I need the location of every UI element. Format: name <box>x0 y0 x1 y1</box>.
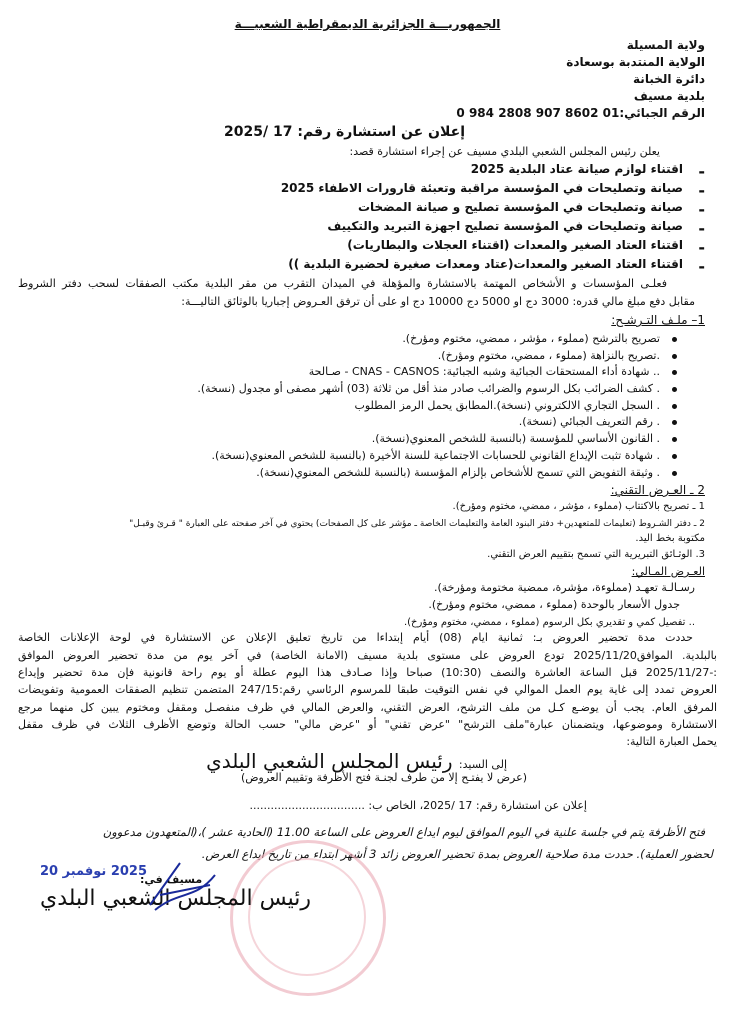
invite-line: فعلـى المؤسسات و الأشخاص المهتمة بالاستشارة والمؤهلة في الميدان التقرب من مقر البلدية مكتب الصفقات لسحب دفتر الشروط <box>18 277 667 290</box>
lot-item: اقتناء العتاد الصغير والمعدات (اقتناء العجلات والبطاريات) <box>347 238 683 252</box>
addressee-title: رئيس المجلس الشعبي البلدي <box>206 749 453 773</box>
conditions-line: بالبلدية. الموافق2025/11/20 تودع العروض على مستوى بلدية مسيف (الامانة الخاصة) في آخر يوم من مدة تحضير العروض الموافق <box>18 649 717 662</box>
opening-line: لحضور العملية). حددت مدة صلاحية العروض بمدة تحضير العروض زائد 3 أشهر ابتداء من تاريخ ايداع العرض. <box>201 847 713 861</box>
section-technical-title: 2 ـ العـرض التقني: <box>610 483 705 497</box>
financial-item: .. تفصيل كمي و تقديري بكل الرسوم (مملوء ، ممضي، مختوم ومؤرخ). <box>403 617 695 628</box>
handwritten-signature-icon <box>140 855 220 915</box>
conditions-line: حددت مدة تحضير العروض بـ: ثمانية ايام (08) أيام إبتداءا من تاريخ تعليق الإعلان عن الاستشارة في لوحة الإعلانات الخاصة <box>18 631 693 644</box>
candidacy-item: . كشف الضرائب بكل الرسوم والضرائب صادر منذ أقل من ثلاثة (03) أشهر مصفى أو مجدول (نسخة). <box>197 381 677 397</box>
bullet-icon <box>672 420 677 425</box>
announcement-title: إعلان عن استشارة رقم: 17 /2025 <box>224 124 465 140</box>
lot-item: صيانة وتصليحات في المؤسسة مراقبة وتعبئة قارورات الاطفاء 2025 <box>280 181 683 195</box>
technical-item: 3. الوثـائق التبريرية التي تسمح بتقييم العرض التقني. <box>487 549 705 560</box>
official-stamp-inner-icon <box>248 858 366 976</box>
conditions-line: العروض تمدد إلى غاية يوم العمل الموالي في نفس التوقيت طبقا للمرسوم الرئاسي رقم:247/15 المتضمن تنظيم الصفقات العمومية وتفويضات <box>18 683 717 696</box>
signature-place: مسيف في: <box>140 873 203 886</box>
candidacy-item: . وثيقة التفويض التي تسمح للأشخاص بإلزام المؤسسة (بالنسبة للشخص المعنوي(نسخة). <box>256 465 677 481</box>
announcement-intro: يعلن رئيس المجلس الشعبي البلدي مسيف عن إجراء استشارة قصد: <box>349 145 660 158</box>
candidacy-item: تصريح بالترشح (مملوء ، مؤشر ، ممضي، مختوم ومؤرخ). <box>402 331 677 347</box>
candidacy-item: . السجل التجاري الالكتروني (نسخة).المطابق يحمل الرمز المطلوب <box>354 398 677 414</box>
candidacy-item: . القانون الأساسي للمؤسسة (بالنسبة للشخص المعنوي(نسخة). <box>372 431 677 447</box>
signatory-title: رئيس المجلس الشعبي البلدي <box>40 886 312 911</box>
technical-item: 1 ـ تصريح بالاكتتاب (مملوء ، مؤشر ، ممضي، مختوم ومؤرخ). <box>452 501 705 512</box>
conditions-line: الاستشارة وموضوعها، ويتضمنان عبارة"ملف الترشح" "عرض تقني" أو "عرض مالي" حسب الحالة وتوضع الأظرف الثلاث في ظرف مقفل <box>18 718 717 731</box>
tax-id: الرقم الجبائي:01 8602 907 2808 984 0 <box>456 106 705 120</box>
bullet-icon <box>672 437 677 442</box>
conditions-line: يحمل العبارة التالية: <box>626 735 717 748</box>
bullet-icon <box>672 471 677 476</box>
authority-line: بلدية مسيف <box>633 89 705 103</box>
candidacy-item: .تصريح بالنزاهة (مملوء ، ممضي، مختوم ومؤرخ). <box>438 348 677 364</box>
technical-item: 2 ـ دفتر الشـروط (تعليمات للمتعهدين+ دفتر البنود العامة والتعليمات الخاصة ـ مؤشر على كل الصفحات) يحتوي في آخر صفحته على العبارة " قـرئ وقبـل" <box>129 519 705 529</box>
authority-line: ولاية المسيلة <box>626 38 705 52</box>
authority-line: دائرة الخبانة <box>633 72 705 86</box>
opening-line: فتح الأظرفة يتم في جلسة علنية في اليوم الموافق ليوم ايداع العروض على الساعة 11.00 (الحادية عشر )،(المتعهدون مدعوون <box>102 825 705 839</box>
candidacy-item: . شهادة تثبت الإيداع القانوني للحسابات الاجتماعية للسنة الأخيرة (بالنسبة للشخص المعنوي(نسخة). <box>211 448 677 464</box>
candidacy-item: .. شهادة أداء المستحقات الجبائية وشبه الجبائية: CNAS - CASNOS - صـالحة <box>309 364 677 380</box>
lot-item: صيانة وتصليحات في المؤسسة تصليح و صيانة المضخات <box>357 200 683 214</box>
bullet-icon <box>672 404 677 409</box>
lot-item: صيانة وتصليحات في المؤسسة تصليح اجهزة التبريد والتكييف <box>327 219 683 233</box>
section-financial-title: العـرض المـالي: <box>631 565 705 578</box>
financial-item: رسـالـة تعهـد (مملوءة، مؤشرة، ممضية مختومة ومؤرخة). <box>434 581 695 594</box>
bullet-icon <box>672 354 677 359</box>
bullet-icon <box>672 387 677 392</box>
bullet-icon <box>672 337 677 342</box>
invite-line: مقابل دفع مبلغ مالي قدره: 3000 دج او 5000 دج 10000 دج او على أن ترفق العـروض إجباريا بالوثائق التاليـــة: <box>181 295 695 308</box>
date-stamp: 2025 نوفمبر 20 <box>40 864 147 879</box>
financial-item: جدول الأسعار بالوحدة (مملوء ، ممضي، مختوم ومؤرخ). <box>428 598 680 611</box>
envelope-reference: إعلان عن استشارة رقم: 17 /2025، الخاص ب: ................................. <box>249 799 587 812</box>
conditions-line: :-2025/11/27 قبل الساعة العاشرة والنصف (10:30) صباحا وإذا صـادف هذا اليوم عطلة أو يوم راحة قانونية فإن مدة تحضير وإيداع <box>18 666 718 679</box>
lot-item: اقتناء لوازم صيانة عتاد البلدية 2025 <box>470 162 683 176</box>
technical-item: مكتوبة بخط اليد. <box>635 533 705 544</box>
section-candidacy-title: 1– ملـف التـرشـح: <box>611 313 705 327</box>
addressee-prefix: إلى السيد: <box>458 758 507 771</box>
bullet-icon <box>672 370 677 375</box>
candidacy-item: . رقم التعريف الجبائي (نسخة). <box>519 414 677 430</box>
envelope-note: (عرض لا يفتـح إلا من طرف لجنـة فتح الأظرفة وتقييم العروض) <box>240 771 527 784</box>
lot-item: اقتناء العتاد الصغير والمعدات(عتاد ومعدات صغيرة لحضيرة البلدية )) <box>288 257 683 271</box>
bullet-icon <box>672 454 677 459</box>
conditions-line: المرفق العام. يجب أن يوضـع كـل من ملف الترشح، العرض التقني، والعرض المالي في ظرف منفصـل ومقفل ومختوم يبين كل منهما مرجع <box>18 701 717 714</box>
republic-heading: الجمهوريـــة الجزائرية الديمقراطية الشعبيـــة <box>234 17 501 31</box>
authority-line: الولاية المنتدبة بوسعادة <box>566 55 705 69</box>
